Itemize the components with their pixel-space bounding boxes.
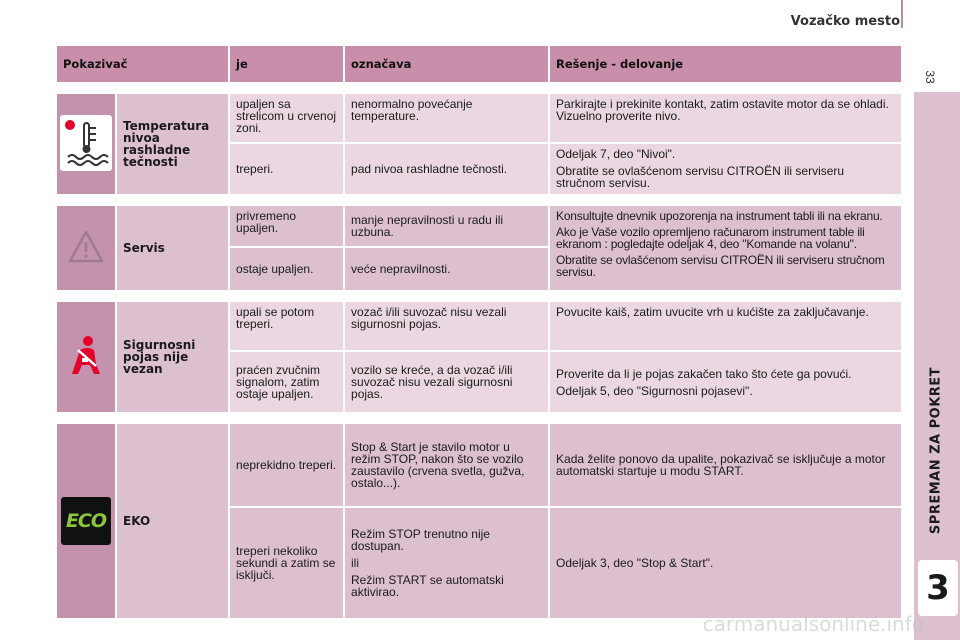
indicator-icon-cell [57, 302, 117, 414]
meaning-cell: vozač i/ili suvozač nisu vezali sigurnosni pojas. [345, 302, 550, 352]
meaning-cell [345, 508, 550, 620]
state-cell: ostaje upaljen. [230, 248, 345, 292]
state-cell: neprekidno treperi. [230, 424, 345, 508]
eco-icon [61, 497, 111, 545]
meaning-text: Režim START se automatski aktivirao. [351, 573, 504, 599]
indicator-icon-cell [57, 424, 117, 620]
page-number: 33 [923, 70, 937, 84]
meaning-cell [345, 424, 550, 508]
action-cell [550, 424, 903, 508]
action-text: Proverite da li je pojas zakačen tako što ćete ga povući. [556, 366, 852, 381]
state-cell: treperi nekoliko sekundi a zatim se isključi. [230, 508, 345, 620]
indicator-icon-cell [57, 94, 117, 196]
coolant-temperature-icon [60, 115, 112, 171]
seatbelt-icon [66, 334, 106, 378]
action-text: Obratite se ovlašćenom servisu CITROËN ili serviseru stručnom servisu. [556, 164, 845, 190]
meaning-cell: veće nepravilnosti. [345, 248, 550, 292]
meaning-text: Stop & Start je stavilo motor u režim STOP, nakon što se vozilo zaustavilo (crvena svetla, gužva, ostalo...). [351, 440, 525, 490]
action-text: Odeljak 3, deo "Stop & Start". [556, 556, 714, 570]
indicator-table [57, 46, 903, 620]
header-rule [901, 0, 903, 28]
meaning-cell: manje nepravilnosti u radu ili uzbuna. [345, 206, 550, 248]
meaning-cell: pad nivoa rashladne tečnosti. [345, 144, 550, 196]
table-row [57, 206, 903, 248]
warning-triangle-icon [66, 227, 106, 267]
action-cell [550, 508, 903, 620]
indicator-name-service: Servis [117, 206, 230, 292]
state-cell: praćen zvučnim signalom, zatim ostaje upaljen. [230, 352, 345, 414]
column-header-meaning: označava [345, 46, 550, 84]
state-cell: upaljen sa strelicom u crvenoj zoni. [230, 94, 345, 144]
action-text: Povucite kaiš, zatim uvucite vrh u kućište za zaključavanje. [556, 305, 869, 319]
action-text: Parkirajte i prekinite kontakt, zatim ostavite motor da se ohladi. Vizuelno proverite nivo. [556, 97, 889, 123]
eco-icon-text: ECO [65, 510, 107, 532]
action-cell [550, 206, 903, 292]
chapter-number: 3 [918, 560, 958, 616]
indicator-icon-cell [57, 206, 117, 292]
meaning-cell: vozilo se kreće, a da vozač i/ili suvozač nisu vezali sigurnosni pojas. [345, 352, 550, 414]
column-header-indicator: Pokazivač [57, 46, 230, 84]
indicator-name-coolant: Temperatura nivoa rashladne tečnosti [117, 94, 230, 196]
action-text: Obratite se ovlašćenom servisu CITROËN ili serviseru stručnom servisu. [556, 253, 885, 279]
table-header-row [57, 46, 903, 84]
meaning-text: ili [351, 556, 360, 570]
action-text: Odeljak 7, deo "Nivoi". [556, 147, 676, 161]
action-text: Ako je Vaše vozilo opremljeno računarom instrument table ili ekranom : pogledajte odeljak 4, deo "Komande na volanu". [556, 225, 865, 251]
section-title: Vozačko mesto [790, 14, 900, 29]
action-text: Kada želite ponovo da upalite, pokazivač se isključuje a motor automatski startuje u modu START. [556, 452, 886, 478]
column-header-action: Rešenje - delovanje [550, 46, 903, 84]
table-row [57, 302, 903, 352]
watermark: carmanualsonline.info [702, 612, 924, 636]
state-cell: upali se potom treperi. [230, 302, 345, 352]
action-text: Konsultujte dnevnik upozorenja na instrument tabli ili na ekranu. [556, 209, 883, 223]
action-cell [550, 352, 903, 414]
table-row [57, 94, 903, 144]
indicator-name-seatbelt: Sigurnosni pojas nije vezan [117, 302, 230, 414]
action-text: Odeljak 5, deo "Sigurnosni pojasevi". [556, 383, 753, 398]
chapter-tab-text: SPREMAN ZA POKRET [928, 366, 944, 535]
table-row [57, 424, 903, 508]
column-header-state: je [230, 46, 345, 84]
meaning-cell: nenormalno povećanje temperature. [345, 94, 550, 144]
meaning-text: Režim STOP trenutno nije dostupan. [351, 527, 490, 553]
state-cell: privremeno upaljen. [230, 206, 345, 248]
indicator-name-eco: EKO [117, 424, 230, 620]
state-cell: treperi. [230, 144, 345, 196]
action-cell [550, 94, 903, 144]
action-cell [550, 144, 903, 196]
action-cell [550, 302, 903, 352]
